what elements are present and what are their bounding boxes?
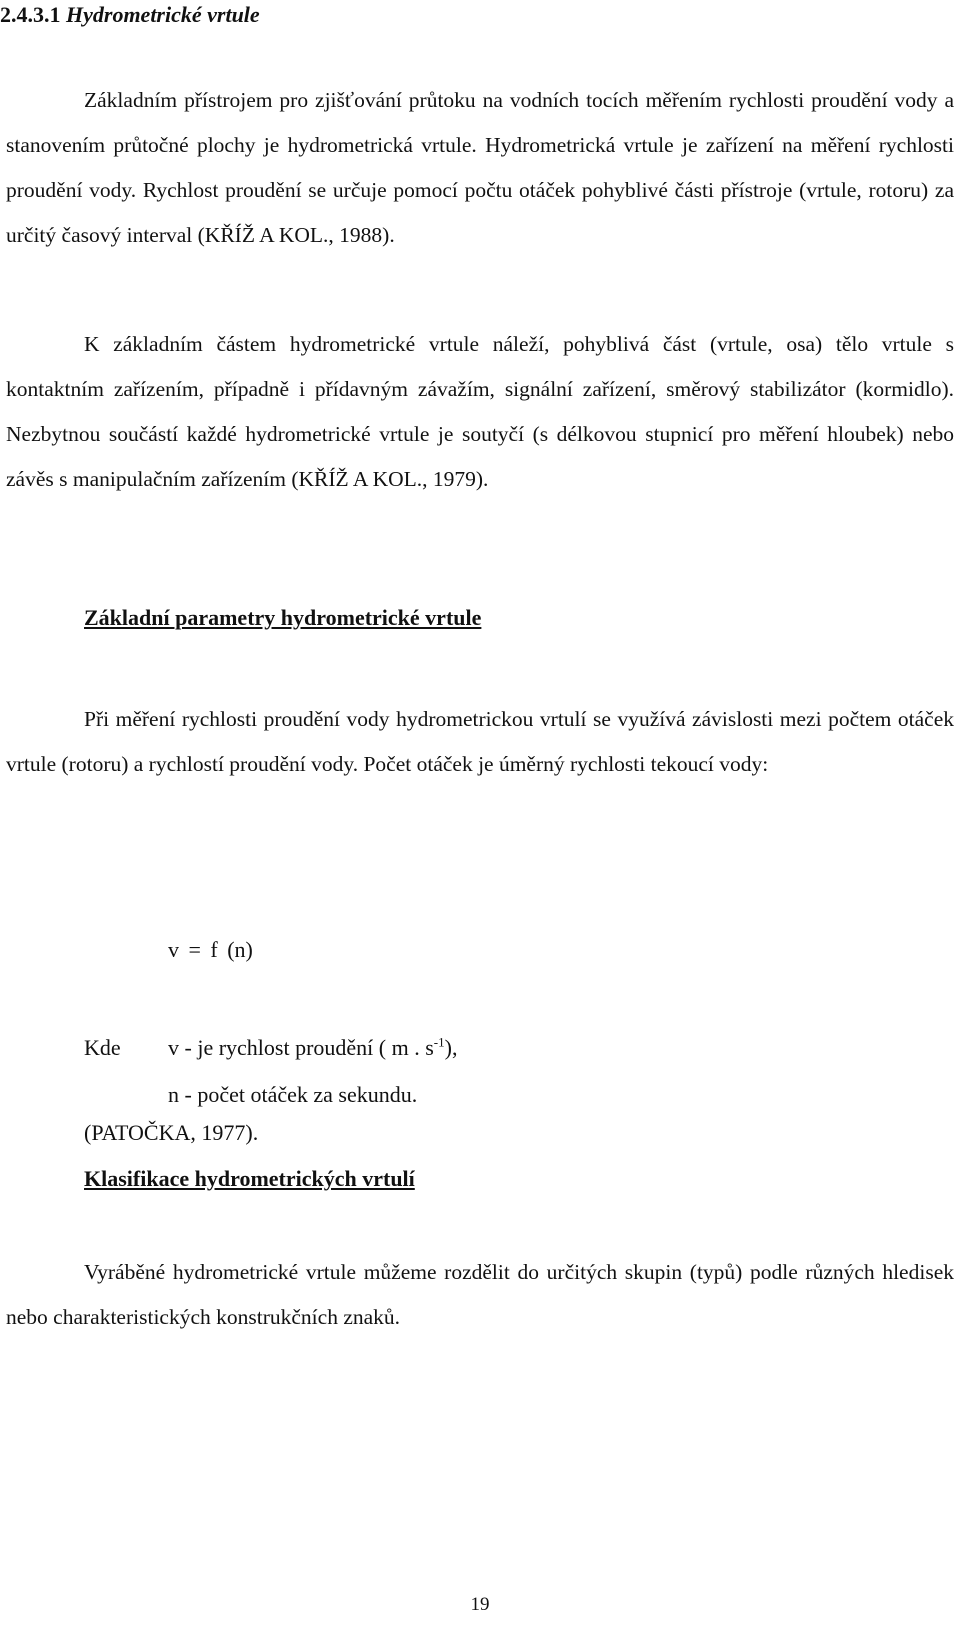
legend-row-n (84, 1071, 457, 1118)
citation: (PATOČKA, 1977). (84, 1120, 259, 1145)
legend-v-exponent: -1 (433, 1034, 445, 1050)
section-heading (0, 0, 260, 30)
subsection-title-parameters: Základní parametry hydrometrické vrtule (84, 605, 482, 630)
legend-label: Kde (84, 1035, 121, 1060)
formula: v = f (n) (168, 937, 253, 962)
paragraph-1: Základním přístrojem pro zjišťování průtoku na vodních tocích měřením rychlosti proudění vody a stanovením průtočné plochy je hydrometrická vrtule. Hydrometrická vrtule je zařízení na měření rychlosti proudění vody. Rychlost proudění se určuje pomocí počtu otáček pohyblivé části přístroje (vrtule, rotoru) za určitý časový interval (KŘÍŽ A KOL., 1988). (6, 88, 954, 247)
paragraph-parameters: Při měření rychlosti proudění vody hydrometrickou vrtulí se využívá závislosti mezi počtem otáček vrtule (rotoru) a rychlostí proudění vody. Počet otáček je úměrný rychlosti tekoucí vody: (6, 707, 954, 776)
legend-v-text: v - je rychlost proudění ( m . s (168, 1035, 434, 1060)
legend-row-v (84, 1024, 457, 1071)
formula-legend (84, 1024, 457, 1118)
section-number: 2.4.3.1 (0, 2, 61, 27)
page-number: 19 (470, 1594, 490, 1615)
legend-n: n - počet otáček za sekundu. (168, 1082, 418, 1107)
legend-spacer (84, 1071, 168, 1118)
legend-v (168, 1024, 457, 1071)
subsection-title-classification: Klasifikace hydrometrických vrtulí (84, 1166, 415, 1191)
paragraph-2: K základním částem hydrometrické vrtule náleží, pohyblivá část (vrtule, osa) tělo vrtule s kontaktním zařízením, případně i přídavným závažím, signální zařízení, směrový stabilizátor (kormidlo). Nezbytnou součástí každé hydrometrické vrtule je soutyčí (s délkovou stupnicí pro měření hloubek) nebo závěs s manipulačním zařízením (KŘÍŽ A KOL., 1979). (6, 332, 954, 491)
paragraph-classification: Vyráběné hydrometrické vrtule můžeme rozdělit do určitých skupin (typů) podle různých hledisek nebo charakteristických konstrukčních znaků. (6, 1260, 954, 1329)
legend-v-suffix: ), (444, 1035, 458, 1060)
section-title: Hydrometrické vrtule (66, 2, 260, 27)
